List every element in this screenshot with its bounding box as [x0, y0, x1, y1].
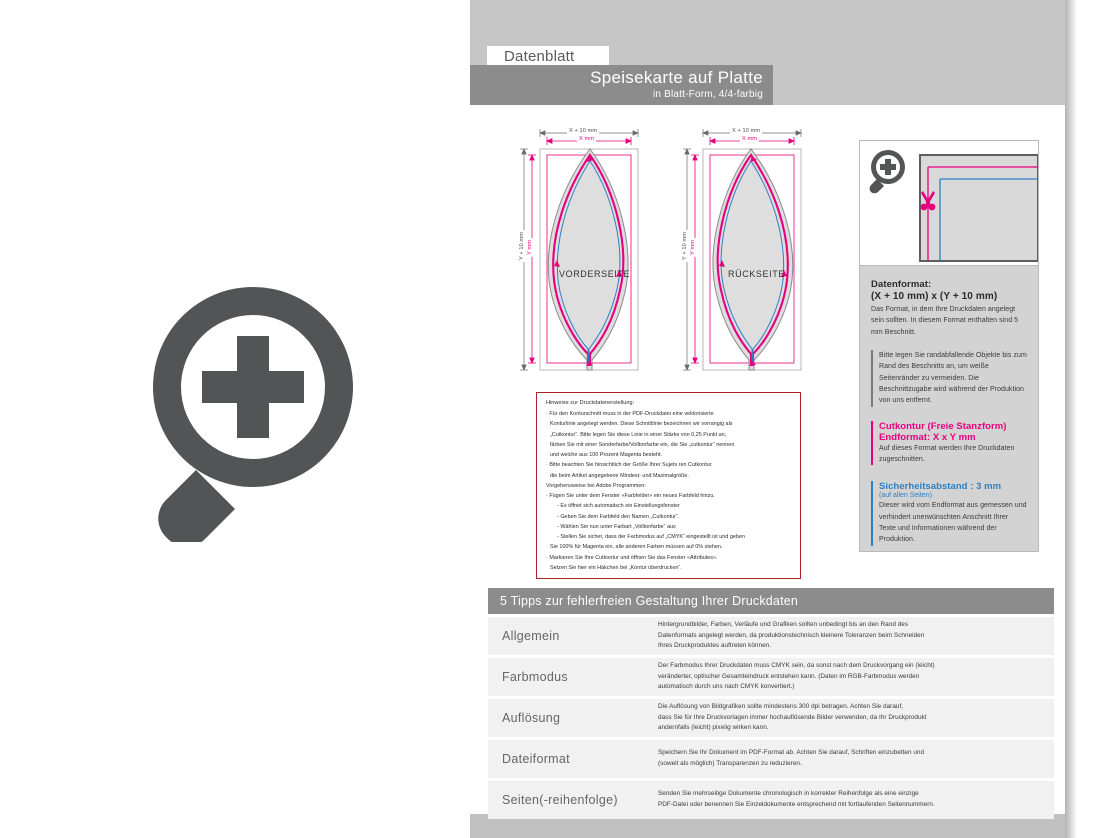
tips-row-body — [658, 661, 1054, 693]
instruction-line: - Wählen Sie nun unter Farbart „Volltonfarbe“ aus — [557, 523, 676, 530]
tips-section — [488, 588, 1054, 819]
instruction-line: die beim Artikel angegebene Mindest- und Maximalgröße. — [550, 472, 689, 479]
dim-top-inner-front: X mm — [579, 136, 595, 142]
technical-drawing-front — [507, 120, 672, 380]
tips-row-line: andernfalls (leicht) pixelig wirken kann. — [658, 724, 769, 732]
instruction-line: „Cutkontur“. Bitte legen Sie diese Linie in einer Stärke von 0,25 Punkt an, — [550, 431, 727, 438]
face-label-back: RÜCKSEITE — [728, 269, 785, 279]
tips-row-line: automatisch durch uns nach CMYK konvertiert.) — [658, 683, 795, 691]
tips-rows — [488, 617, 1054, 819]
tab-datenblatt-label: Datenblatt — [504, 48, 575, 65]
sicherheitsabstand-title: Sicherheitsabstand : 3 mm — [879, 481, 1002, 493]
tips-row-line: Ihres Druckproduktes auftreten können. — [658, 642, 772, 650]
tips-row-label: Auflösung — [502, 711, 561, 725]
dim-left-outer-front: Y + 10 mm — [519, 232, 525, 260]
tips-row-line: PDF-Datei oder benennen Sie Einzeldokumente entsprechend mit fortlaufenden Seitennummern. — [658, 801, 935, 808]
tips-row-line: dass Sie für Ihre Druckvorlagen immer hochauflösende Bilder verwenden, da Ihr Druckprodukt — [658, 713, 927, 721]
tips-row-line: Die Auflösung von Bildgrafiken sollte mindestens 300 dpi betragen. Achten Sie darauf, — [658, 702, 904, 710]
page-title-bar — [470, 65, 773, 105]
dim-left-inner-back: Y mm — [690, 240, 696, 255]
page-title: Speisekarte auf Platte — [590, 68, 763, 87]
datasheet-page — [470, 0, 1065, 838]
dim-top-outer-back: X + 10 mm — [732, 128, 761, 134]
print-instructions-box — [536, 392, 801, 579]
tips-row-line: Speichern Sie Ihr Dokument im PDF-Format ab. Achten Sie darauf, Schriften einzubetten und — [658, 749, 925, 757]
tips-row-label: Seiten(-reihenfolge) — [502, 793, 618, 807]
tips-row-label: Dateiformat — [502, 752, 570, 766]
tips-row-body — [658, 620, 1054, 652]
instruction-line: Setzen Sie hier ein Häkchen bei „Kontur überdrucken“. — [550, 564, 682, 571]
instruction-line: Vorgehensweise bei Adobe Programmen: — [546, 482, 646, 489]
format-info-panel — [859, 140, 1039, 552]
instruction-line: - Es öffnet sich automatisch ein Einstellungsfenster — [557, 503, 680, 510]
instruction-line: - Stellen Sie sicher, dass der Farbmodus auf „CMYK“ eingestellt ist und geben — [557, 534, 745, 540]
instruction-line: Sie 100% für Magenta ein, alle anderen Farben müssen auf 0% stehen. — [550, 544, 723, 551]
page-shadow — [1065, 0, 1077, 838]
instruction-line: · Bitte beachten Sie hinsichtlich der Größe Ihrer Sujets ren Cutkontur — [546, 462, 712, 469]
datenformat-desc: Das Format, in dem Ihre Druckdaten angelegt sein sollten. In diesem Format enthalten sind 5 mm Beschnitt. — [871, 306, 1019, 336]
bleed-note: Bitte legen Sie randabfallende Objekte bis zum Rand des Beschnitts an, um weiße Seitenränder zu vermeiden. Die Beschnittzugabe wird während der Produktion von uns entfernt. — [879, 351, 1027, 405]
tips-row-line: (soweit als möglich) Transparenzen zu reduzieren. — [658, 760, 802, 767]
endformat-desc: Auf dieses Format werden Ihre Druckdaten zugeschnitten. — [879, 444, 1015, 463]
instruction-line: - Geben Sie dem Farbfeld den Namen „Cutkontur“. — [557, 513, 680, 520]
instruction-line: · Fügen Sie unter dem Fenster «Farbfelder» ein neues Farbfeld hinzu. — [546, 493, 715, 499]
tips-row-body — [658, 702, 1054, 734]
tips-table-row — [488, 699, 1054, 737]
dim-top-inner-back: X mm — [742, 136, 758, 142]
tips-heading: 5 Tipps zur fehlerfreien Gestaltung Ihrer Druckdaten — [488, 588, 1054, 614]
tips-table-row — [488, 658, 1054, 696]
endformat-title: Endformat: X x Y mm — [879, 431, 976, 443]
instruction-line: Konturlinie angelegt werden. Diese Schnittlinie bezeichnen wir vorrangig als — [550, 421, 733, 428]
cutkontur-title: Cutkontur (Freie Stanzform) — [879, 420, 1007, 432]
tips-row-line: Der Farbmodus Ihrer Druckdaten muss CMYK sein, da sonst nach dem Druckvorgang ein (leicht) — [658, 661, 935, 669]
dim-left-outer-back: Y + 10 mm — [682, 232, 688, 260]
instruction-line: und welche aus 100 Prozent Magenta besteht. — [550, 452, 663, 458]
tips-row-body — [658, 789, 1054, 811]
tips-table-row — [488, 740, 1054, 778]
instruction-line: · Markieren Sie Ihre Cutkontur und öffnen Sie das Fenster «Attributes». — [546, 554, 718, 561]
instruction-line: färben Sie mit einer Sonderfarbe/Volltonfarbe ein, die Sie „cutkontur“ nennen — [550, 441, 735, 448]
bleed-note-block — [871, 350, 1027, 407]
sicherheitsabstand-sub: (auf allen Seiten) — [879, 492, 932, 500]
magnifier-plus-icon — [104, 284, 356, 542]
instructions-heading: Hinweise zur Druckdatenerstellung: — [546, 400, 635, 406]
dim-left-inner-front: Y mm — [527, 240, 533, 255]
technical-drawing-back — [670, 120, 835, 380]
magnifier-plus-icon — [870, 150, 905, 193]
format-preview — [860, 141, 1038, 266]
tips-row-label: Farbmodus — [502, 670, 568, 684]
tips-row-line: Senden Sie mehrseitige Dokumente chronologisch in korrekter Reihenfolge als eine einzige — [658, 790, 919, 798]
tips-table-row — [488, 617, 1054, 655]
sicherheitsabstand-block — [871, 481, 1027, 545]
tips-table-row — [488, 781, 1054, 819]
tips-row-line: Hintergrundbilder, Farben, Verläufe und Grafiken sollten unbedingt bis an den Rand des — [658, 620, 909, 628]
dim-top-outer-front: X + 10 mm — [569, 128, 598, 134]
left-preview-pane — [0, 0, 470, 838]
instruction-line: · Für den Konturschnitt muss in der PDF-Druckdatei eine vektorisierte — [546, 411, 714, 417]
instructions-lines — [546, 410, 791, 573]
page-subtitle: in Blatt-Form, 4/4-farbig — [652, 89, 763, 100]
tips-row-line: veränderter, optischer Gesamteindruck entstehen kann. (Daten im RGB-Farbmodus werden — [658, 672, 920, 680]
cutkontur-block — [871, 421, 1027, 466]
tips-row-label: Allgemein — [502, 629, 560, 643]
format-preview-svg — [860, 141, 1038, 265]
tips-row-line: Datenformats angelegt werden, da produktionstechnisch kleinere Toleranzen beim Schneiden — [658, 631, 925, 639]
sicherheitsabstand-desc: Dieser wird vom Endformat aus gemessen und verhindert unerwünschten Anschnitt Ihrer Texte und Informationen während der Produktion. — [879, 502, 1027, 544]
datenformat-title: Datenformat: — [871, 279, 932, 290]
format-info-text — [860, 267, 1038, 546]
tips-row-body — [658, 748, 1054, 770]
datenformat-value: (X + 10 mm) x (Y + 10 mm) — [871, 291, 998, 302]
face-label-front: VORDERSEITE — [559, 269, 631, 279]
